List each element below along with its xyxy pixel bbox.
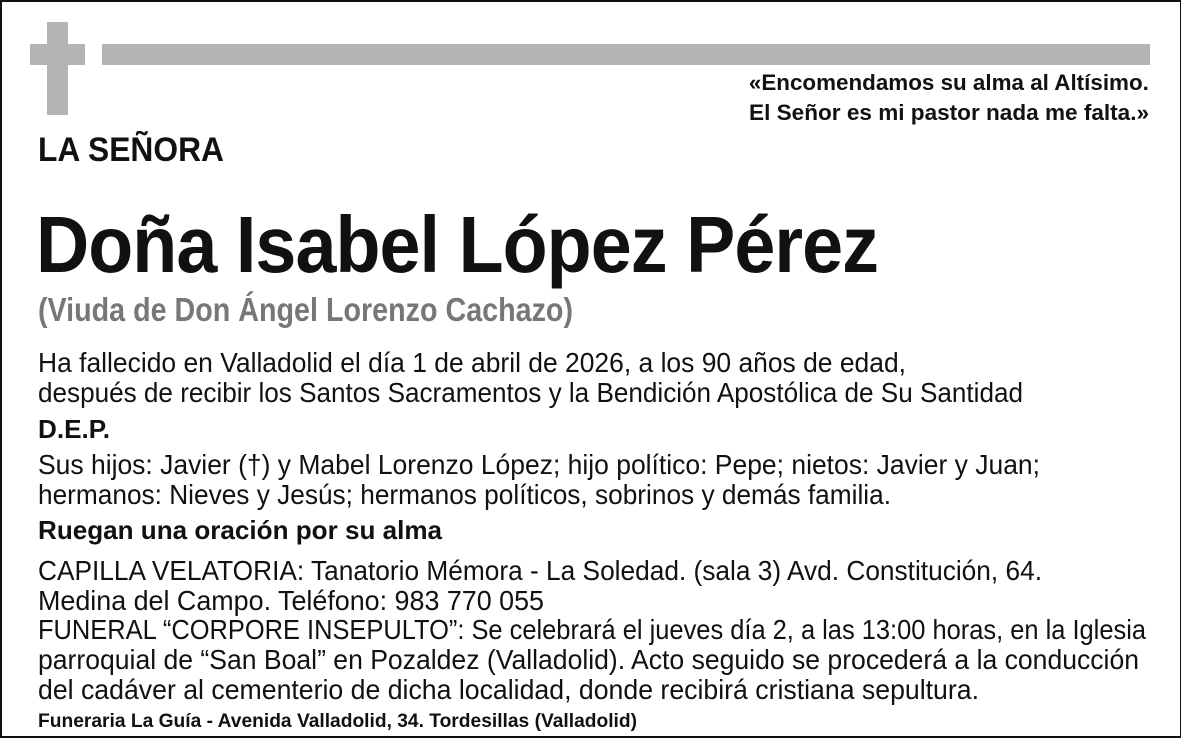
cross-icon-horizontal: [30, 44, 85, 65]
details-line-4: parroquial de “San Boal” en Pozaldez (Valladolid). Acto seguido se procederá a la conducción: [38, 644, 1139, 675]
death-notice-line-2: después de recibir los Santos Sacramentos y la Bendición Apostólica de Su Santidad: [38, 377, 1023, 408]
quote-line-1: «Encomendamos su alma al Altísimo.: [749, 70, 1149, 95]
details-line-2: Medina del Campo. Teléfono: 983 770 055: [38, 585, 544, 616]
quote-line-2: El Señor es mi pastor nada me falta.»: [749, 100, 1149, 125]
funeral-home-footer: Funeraria La Guía - Avenida Valladolid, 34. Tordesillas (Valladolid): [38, 711, 637, 732]
deceased-name: Doña Isabel López Pérez: [36, 200, 878, 289]
title: LA SEÑORA: [38, 131, 224, 169]
family-line-2: hermanos: Nieves y Jesús; hermanos políticos, sobrinos y demás familia.: [38, 479, 891, 510]
family-line-1: Sus hijos: Javier (†) y Mabel Lorenzo López; hijo político: Pepe; nietos: Javier y Juan;: [38, 449, 1040, 480]
details-line-1: CAPILLA VELATORIA: Tanatorio Mémora - La Soledad. (sala 3) Avd. Constitución, 64.: [38, 555, 1042, 586]
details-line-3: FUNERAL “CORPORE INSEPULTO”: Se celebrará el jueves día 2, a las 13:00 horas, en la Iglesia: [38, 614, 1146, 645]
widow-of: (Viuda de Don Ángel Lorenzo Cachazo): [38, 291, 573, 328]
dep: D.E.P.: [38, 414, 110, 444]
cross-icon-vertical: [47, 22, 68, 115]
details-line-5: del cadáver al cementerio de dicha localidad, donde recibirá cristiana sepultura.: [38, 674, 979, 705]
prayer-request: Ruegan una oración por su alma: [38, 515, 442, 545]
header-rule: [102, 44, 1150, 65]
death-notice-line-1: Ha fallecido en Valladolid el día 1 de abril de 2026, a los 90 años de edad,: [38, 347, 906, 378]
